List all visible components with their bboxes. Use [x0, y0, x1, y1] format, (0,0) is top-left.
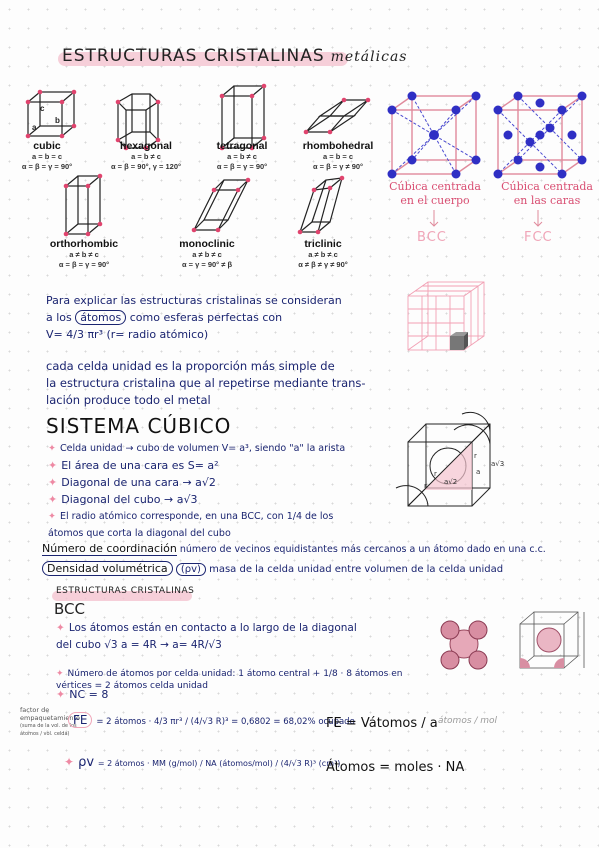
intro-paragraph — [46, 292, 386, 343]
bullet-item: ✦ Diagonal de una cara → a√2 — [48, 476, 216, 489]
grid-cube-illustration — [402, 280, 492, 352]
fe-formula-text: = 2 átomos · 4/3 πr³ / (4/√3 R)³ = 0,6802 = 68,02% ocupado — [96, 717, 355, 727]
atomos-mol-note: átomos / mol — [438, 716, 498, 726]
fe-label: FE — [68, 712, 92, 728]
lattice-cond: a = b ≠ c — [227, 152, 257, 161]
lattice-cond: a ≠ b ≠ c — [308, 250, 338, 259]
tetragonal-prism — [222, 86, 264, 148]
lattice-name: monoclinic — [179, 238, 235, 250]
cube-diagonal-label: a√3 — [491, 460, 504, 468]
bullet-item: ✦ El área de una cara es S= a² — [48, 459, 219, 472]
bcc-label: BCC — [417, 230, 447, 245]
intro-line: V= 4/3 πr³ (r= radio atómico) — [46, 328, 209, 341]
cubico-bullets — [48, 440, 398, 542]
rhombohedral-prism — [306, 100, 368, 132]
moles-formula: Átomos = moles · NA — [326, 760, 465, 775]
lattice-hexagonal — [96, 140, 196, 172]
densidad-text: masa de la celda unidad entre volumen de la celda unidad — [209, 564, 504, 575]
edge-c-label: c — [40, 104, 45, 113]
lattice-tetragonal — [196, 140, 288, 172]
bcc-sphere-illustrations — [438, 604, 598, 680]
lattice-cond: a ≠ b ≠ c — [192, 250, 222, 259]
sistema-cubico-heading: SISTEMA CÚBICO — [46, 414, 232, 438]
lattice-name: orthorhombic — [49, 238, 119, 250]
radius-label: r — [434, 470, 437, 478]
celda-line: cada celda unidad es la proporción más simple de — [46, 359, 335, 373]
triclinic-prism — [300, 178, 342, 232]
edge-label: a — [476, 468, 481, 476]
lattice-triclinic — [276, 238, 370, 270]
fcc-caption: Cúbica centrada en las caras — [501, 180, 593, 207]
lattice-cond: α = β = γ = 90° — [216, 162, 268, 171]
bullet-item: ✦ Celda unidad → cubo de volumen V= a³, siendo "a" la arista — [48, 443, 346, 454]
monoclinic-prism — [194, 180, 248, 230]
atomos-circled: átomos — [75, 310, 126, 325]
fe-note-line: factor de empaquetamiento — [20, 706, 80, 722]
pv-formula: ✦ ρv = 2 átomos · MM (g/mol) / NA (átomos/mol) / (4/√3 R)³ (cm³) — [64, 755, 341, 770]
subheading: ESTRUCTURAS CRISTALINAS — [56, 586, 195, 596]
lattice-name: hexagonal — [120, 140, 172, 152]
lattice-cond: α = β = γ ≠ 90° — [312, 162, 364, 171]
bcc-natoms: ✦ Número de átomos por celda unidad: 1 átomo central + 1/8 · 8 átomos en vértices = 2 átomos celda unidad — [56, 669, 403, 691]
bcc-fcc-cubes — [384, 88, 594, 180]
lattice-cond: α = γ = 90° ≠ β — [181, 260, 233, 269]
cube-spheres-diagram — [394, 408, 504, 520]
fe-formula — [68, 712, 355, 731]
coordinacion-definition — [42, 540, 594, 558]
bcc-heading: BCC — [54, 600, 85, 618]
lattice-cond: α = β = γ = 90° — [21, 162, 73, 171]
coordinacion-term: Número de coordinación — [42, 542, 177, 555]
face-diagonal-label: a√2 — [444, 478, 458, 486]
bullet-item: átomos que corta la diagonal del cubo — [48, 528, 231, 539]
lattice-cond: a = b = c — [322, 152, 354, 161]
intro-line: a los átomos como esferas perfectas con — [46, 311, 283, 324]
lattice-name: tetragonal — [216, 140, 268, 152]
lattice-cond: α = β = γ = 90° — [58, 260, 110, 269]
intro-line: Para explicar las estructuras cristalinas se consideran — [46, 294, 342, 307]
lattice-cond: a ≠ b ≠ c — [69, 250, 99, 259]
lattice-cond: α ≠ β ≠ γ ≠ 90° — [298, 260, 348, 269]
title-script: metálicas — [330, 49, 408, 65]
bullet-item: ✦ El radio atómico corresponde, en una BCC, con 1/4 de los — [48, 511, 334, 522]
lattice-cond: a = b = c — [31, 152, 63, 161]
edge-a-label: a — [32, 123, 37, 132]
fcc-label: FCC — [524, 230, 553, 245]
densidad-symbol: (ρv) — [176, 563, 206, 576]
bcc-nc: ✦ NC = 8 — [56, 688, 109, 701]
fe-general: FE = Vátomos / a — [326, 716, 438, 731]
celda-line: la estructura cristalina que al repetirse mediante trans- — [46, 376, 366, 390]
lattice-name: rhombohedral — [302, 140, 374, 152]
lattice-cubic — [4, 140, 90, 172]
lattice-orthorhombic — [38, 238, 130, 270]
coordinacion-text: número de vecinos equidistantes más cercanos a un átomo dado en una c.c. — [179, 544, 546, 555]
lattice-name: triclinic — [304, 238, 342, 250]
densidad-term: Densidad volumétrica — [42, 561, 173, 576]
caption-arrows — [420, 208, 550, 230]
lattice-name: cubic — [33, 140, 61, 152]
densidad-definition — [42, 560, 594, 578]
radius-label: r — [424, 482, 427, 490]
edge-b-label: b — [55, 116, 60, 125]
lattice-rhombohedral — [290, 140, 386, 172]
celda-line: lación produce todo el metal — [46, 393, 211, 407]
pv-formula-text: = 2 átomos · MM (g/mol) / NA (átomos/mol) / (4/√3 R)³ (cm³) — [97, 759, 341, 768]
radius-label: r — [474, 452, 477, 460]
fe-note-line: (suma de la vol. de los átomos / vol. celda) — [20, 723, 77, 737]
lattice-monoclinic — [160, 238, 254, 270]
bcc-line: ✦ Los átomos están en contacto a lo largo de la diagonal — [56, 622, 357, 634]
page-title: ESTRUCTURAS CRISTALINAS metálicas — [62, 46, 408, 66]
bcc-line: del cubo √3 a = 4R → a= 4R/√3 — [56, 639, 222, 651]
orthorhombic-prism — [66, 176, 100, 234]
celda-paragraph — [46, 358, 386, 409]
bcc-caption: Cúbica centrada en el cuerpo — [389, 180, 481, 207]
bullet-item: ✦ Diagonal del cubo → a√3 — [48, 493, 198, 506]
pv-label: ρv — [78, 755, 95, 770]
lattice-cond: α = β = 90°, γ = 120° — [110, 162, 182, 171]
bcc-contact-text — [56, 620, 416, 654]
lattice-cond: a = b ≠ c — [131, 152, 161, 161]
